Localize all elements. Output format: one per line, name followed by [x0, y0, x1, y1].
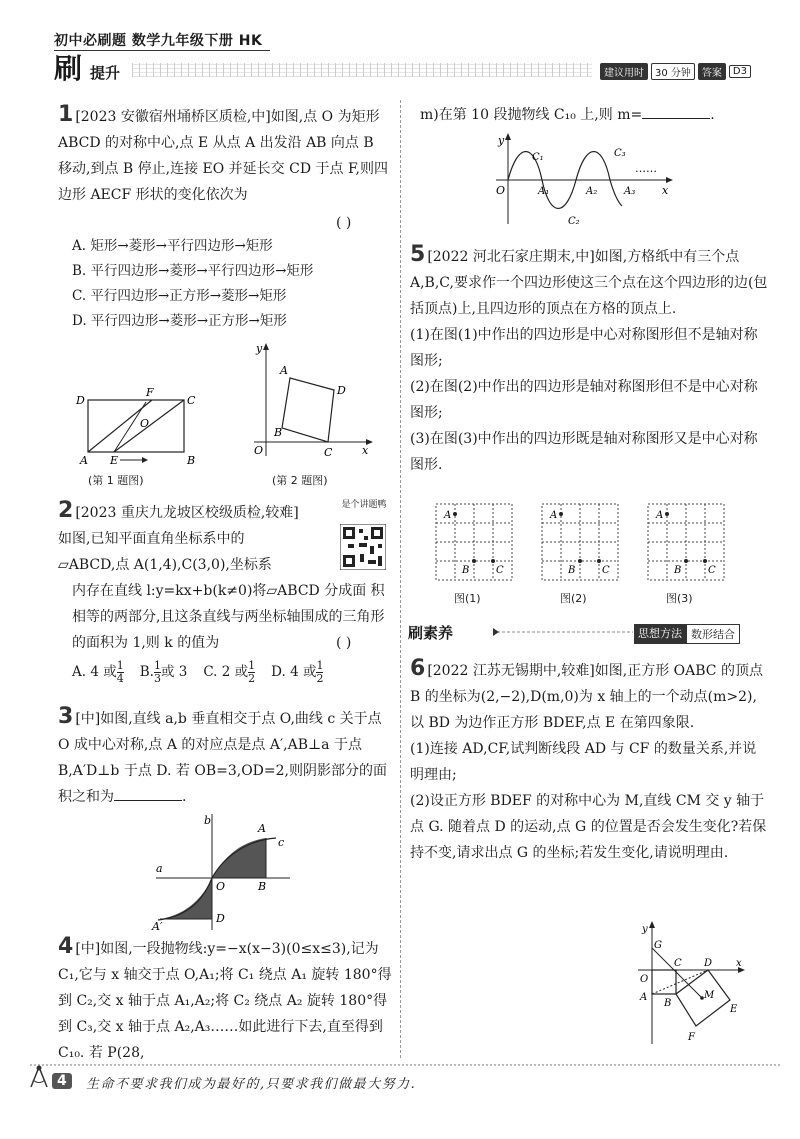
svg-text:B: B: [568, 565, 576, 576]
q5-part-3: (3)在图(3)中作出的四边形既是轴对称图形又是中心对称图形.: [410, 431, 758, 473]
qr-label: 是个讲题鸭: [341, 500, 387, 510]
q2-frac-b: [154, 660, 161, 685]
q6-part-1: (1)连接 AD,CF,试判断线段 AD 与 CF 的数量关系,并说明理由;: [410, 741, 757, 783]
q4-blank[interactable]: [642, 105, 710, 119]
svg-text:B: B: [674, 565, 682, 576]
svg-text:x: x: [362, 444, 369, 457]
q2-option-a: [72, 660, 124, 685]
time-label: 建议用时: [600, 63, 648, 80]
q2-option-b: [140, 660, 188, 685]
svg-text:B: B: [187, 454, 196, 467]
q2-frac-d: [316, 660, 323, 685]
q2-frac-a: [117, 660, 124, 685]
q2-option-b-text: B.: [139, 664, 154, 680]
svg-text:O: O: [254, 444, 264, 457]
q1-option-a: A. 矩形→菱形→平行四边形→矩形: [72, 238, 273, 254]
q5-grid-1: [434, 502, 514, 582]
den: 4: [116, 672, 124, 685]
header-rule: [54, 50, 270, 51]
svg-text:B: B: [664, 998, 672, 1009]
q4-cont-text: m)在第 10 段抛物线 C₁₀ 上,则 m=: [420, 107, 643, 123]
q1-text: 如图,点 O 为矩形 ABCD 的对称中心,点 E 从点 A 出发沿 AB 向点 B 移动,到点 B 停止,连接 EO 并延长交 CD 于点 F,则四边形 AECF 形状的变化依次为: [58, 109, 388, 203]
section2-title: 刷素养: [408, 624, 454, 642]
svg-text:B: B: [462, 565, 470, 576]
q2-option-c-text: C. 2 或: [203, 664, 249, 680]
q3-text: [中]如图,直线 a,b 垂直相交于点 O,曲线 c 关于点 O 成中心对称,点 A 的对应点是点 A′,AB⊥a 于点 B,A′D⊥b 于点 D. 若 OB=3,OD=2,则阴影部分的面积之和为: [58, 711, 387, 805]
svg-text:D: D: [337, 384, 346, 397]
svg-text:y: y: [256, 342, 263, 355]
num: 1: [316, 659, 324, 672]
svg-text:C: C: [708, 565, 716, 576]
svg-text:x: x: [662, 184, 669, 197]
q5-grid-3: [646, 502, 726, 582]
page-number: 4: [52, 1073, 72, 1089]
svg-text:A₂: A₂: [586, 186, 598, 197]
q2-frac-c: [248, 660, 255, 685]
svg-text:O: O: [216, 880, 226, 893]
q4-figure: [490, 132, 680, 228]
svg-text:c: c: [278, 836, 285, 849]
svg-text:D: D: [76, 394, 85, 407]
q4-number: 4: [58, 934, 74, 959]
svg-text:y: y: [498, 134, 505, 147]
q2-option-d: [271, 660, 323, 685]
qr-code-icon[interactable]: [340, 524, 386, 570]
q2-figure: [240, 340, 380, 468]
svg-text:E: E: [110, 454, 119, 467]
q4-cont: [420, 102, 770, 128]
q5-part-1: (1)在图(1)中作出的四边形是中心对称图形但不是轴对称图形;: [410, 327, 758, 369]
svg-text:O: O: [140, 417, 150, 430]
q1-option-c: C. 平行四边形→正方形→菱形→矩形: [72, 288, 287, 304]
svg-text:x: x: [736, 958, 742, 969]
q5-part-2: (2)在图(2)中作出的四边形是轴对称图形但不是中心对称图形;: [410, 379, 758, 421]
svg-text:O: O: [640, 974, 649, 985]
q5-stem: [410, 244, 770, 478]
q1-option-d: D. 平行四边形→菱形→正方形→矩形: [72, 313, 287, 329]
book-title: 初中必刷题 数学九年级下册 HK: [54, 33, 263, 49]
q2-option-d-text: D. 4 或: [271, 664, 317, 680]
q2-option-c: [203, 660, 255, 685]
answer-page: D3: [729, 65, 751, 78]
q1-figure: [70, 380, 210, 470]
svg-text:M: M: [704, 990, 715, 1001]
q1-number: 1: [58, 102, 74, 127]
svg-text:A₃: A₃: [624, 186, 636, 197]
svg-text:y: y: [642, 924, 648, 935]
q1-option-b: B. 平行四边形→菱形→平行四边形→矩形: [72, 263, 314, 279]
svg-text:A₁: A₁: [538, 186, 550, 197]
den: 2: [316, 672, 324, 685]
q2-stem: [58, 500, 334, 578]
svg-text:C₃: C₃: [614, 148, 626, 159]
q2-option-a-text: A. 4 或: [72, 664, 117, 680]
q2-paren: ( ): [336, 635, 352, 651]
q2-option-b-tail: 或 3: [160, 664, 188, 680]
footer-motto: 生命不要求我们成为最好的,只要求我们做最大努力.: [86, 1077, 417, 1092]
svg-text:C: C: [496, 565, 504, 576]
q2-options: [72, 660, 392, 685]
q6-stem: [410, 658, 770, 866]
q5-caption-3: 图(3): [666, 592, 693, 605]
svg-text:A: A: [656, 510, 664, 521]
q2-source: [2023 重庆九龙坡区校级质检,较难]: [75, 505, 299, 521]
section-char: 刷: [54, 52, 83, 85]
section-label: 提升: [90, 64, 121, 82]
q3-blank[interactable]: [114, 787, 182, 801]
num: 1: [153, 659, 161, 672]
svg-text:A: A: [80, 454, 88, 467]
q2-text-1: 如图,已知平面直角坐标系中的: [58, 531, 245, 547]
svg-text:C: C: [602, 565, 610, 576]
svg-text:F: F: [688, 1032, 695, 1043]
q2-text-4: 积相等的两部分,且这条直线与两坐标轴围成的三角形的面积为 1,则 k 的值为: [72, 583, 385, 651]
svg-text:b: b: [204, 814, 212, 827]
q2-text-3: 内存在直线 l:y=kx+b(k≠0)将▱ABCD 分成面: [72, 583, 367, 599]
answer-label: 答案: [698, 63, 726, 80]
q5-text: [2022 河北石家庄期末,中]如图,方格纸中有三个点 A,B,C,要求作一个四边形使这三个点在这个四边形的边(包括顶点)上,且四边形的顶点在方格的顶点上.: [410, 249, 768, 317]
svg-text:C: C: [324, 446, 333, 459]
svg-text:A: A: [640, 992, 648, 1003]
den: 2: [248, 672, 256, 685]
q3-stem: [58, 706, 392, 810]
svg-text:D: D: [216, 912, 225, 925]
q4-stem: [58, 936, 392, 1066]
q3-figure: [150, 812, 300, 934]
svg-text:C: C: [187, 394, 196, 407]
q2-text-2: ▱ABCD,点 A(1,4),C(3,0),坐标系: [58, 557, 272, 573]
compass-icon: [28, 1064, 50, 1090]
svg-text:A: A: [258, 822, 266, 835]
svg-text:A′: A′: [152, 920, 163, 933]
q5-number: 5: [410, 242, 426, 267]
num: 1: [248, 659, 256, 672]
q5-caption-1: 图(1): [454, 592, 481, 605]
column-divider: [400, 100, 401, 1058]
svg-text:B: B: [258, 880, 267, 893]
svg-text:A: A: [550, 510, 558, 521]
den: 3: [153, 672, 161, 685]
q2-number: 2: [58, 498, 74, 523]
q6-figure: [630, 920, 750, 1048]
q5-grid-2: [540, 502, 620, 582]
svg-text:E: E: [730, 1004, 738, 1015]
q1-source: [2023 安徽宿州埇桥区质检,中]: [75, 109, 271, 125]
svg-text:C: C: [674, 958, 682, 969]
header-pattern: [132, 63, 592, 77]
q1-options: [72, 234, 392, 334]
q3-number: 3: [58, 704, 74, 729]
q1-fig-caption: (第 1 题图): [88, 474, 144, 487]
q1-paren: ( ): [336, 215, 352, 231]
time-value: 30 分钟: [651, 63, 695, 80]
q6-part-2: (2)设正方形 BDEF 的对称中心为 M,直线 CM 交 y 轴于点 G. 随着点 D 的运动,点 G 的位置是否会发生变化?若保持不变,请求出点 G 的坐标;若发生变化,请说明理由.: [410, 793, 767, 861]
q6-number: 6: [410, 656, 426, 681]
svg-text:……: ……: [635, 162, 657, 175]
svg-text:C₁: C₁: [532, 152, 544, 163]
q6-text: [2022 江苏无锡期中,较难]如图,正方形 OABC 的顶点 B 的坐标为(2,−2),D(m,0)为 x 轴上的一个动点(m>2),以 BD 为边作正方形 BDEF,点 E 在第四象限.: [410, 663, 763, 731]
time-box: [600, 63, 751, 80]
svg-text:O: O: [496, 184, 506, 197]
svg-text:F: F: [146, 386, 154, 399]
q4-end: .: [710, 107, 715, 123]
svg-text:G: G: [654, 940, 662, 951]
svg-text:C₂: C₂: [568, 216, 580, 227]
q1-stem: [58, 104, 388, 208]
section2-tag-method: 思想方法: [634, 624, 686, 644]
q5-caption-2: 图(2): [560, 592, 587, 605]
num: 1: [116, 659, 124, 672]
svg-text:A: A: [280, 364, 288, 377]
svg-text:A: A: [444, 510, 452, 521]
svg-text:a: a: [156, 862, 163, 875]
svg-text:B: B: [274, 426, 283, 439]
svg-text:D: D: [704, 958, 713, 969]
q4-text: [中]如图,一段抛物线:y=−x(x−3)(0≤x≤3),记为 C₁,它与 x 轴交于点 O,A₁;将 C₁ 绕点 A₁ 旋转 180°得到 C₂,交 x 轴于点 A₁,A₂;将 C₂ 绕点 A₂ 旋转 180°得到 C₃,交 x 轴于点 A₂,A₃……如此进行下去,直至得到 C₁₀. 若 P(28,: [58, 941, 392, 1061]
section2-tags: [634, 624, 740, 644]
q2-fig-caption: (第 2 题图): [272, 474, 328, 487]
q3-end: .: [182, 789, 187, 805]
section2-tag-topic: 数形结合: [686, 624, 740, 644]
